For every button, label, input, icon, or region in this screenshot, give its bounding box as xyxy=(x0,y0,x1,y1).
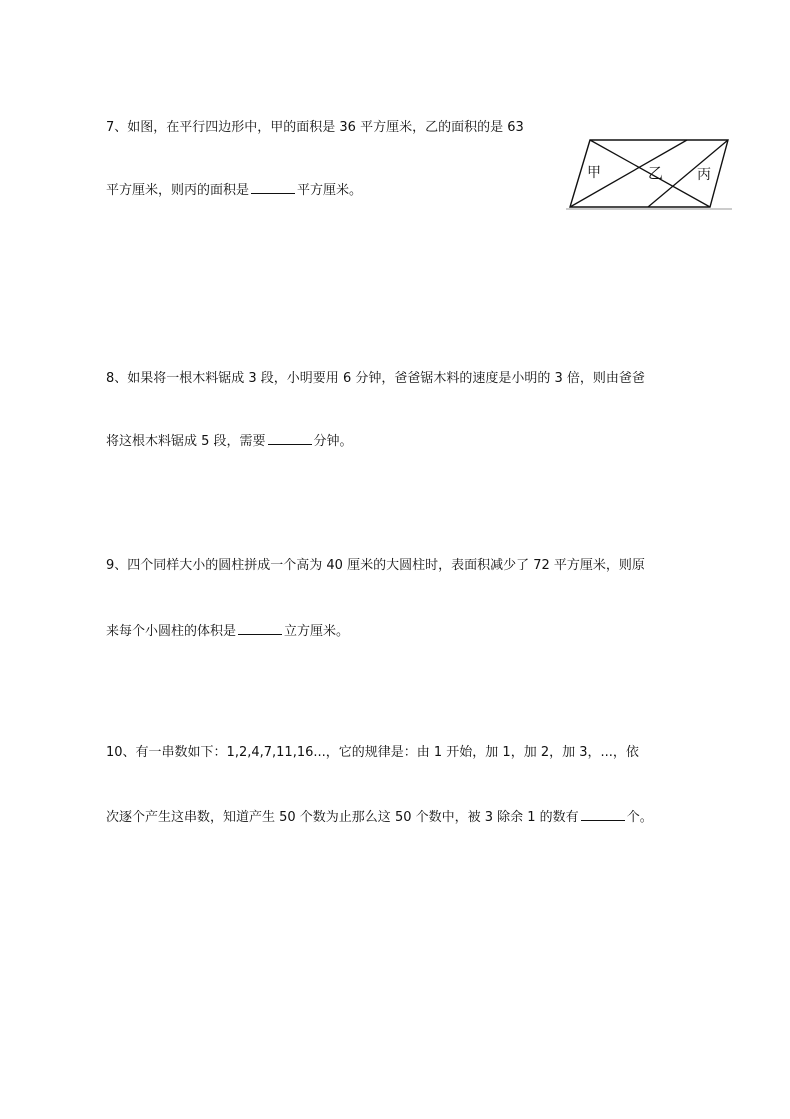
figure-label-bing: 丙 xyxy=(697,167,711,183)
question-7-text-2a: 平方厘米，则丙的面积是 xyxy=(106,183,250,198)
answer-blank-9[interactable] xyxy=(238,621,282,635)
question-10-line-1 xyxy=(106,744,639,762)
question-8-text-1: 8、如果将一根木料锯成 3 段，小明要用 6 分钟，爸爸锯木料的速度是小明的 3 倍，则由爸爸 xyxy=(106,371,645,386)
question-9-text-2b: 立方厘米。 xyxy=(284,624,350,639)
question-8-line-1 xyxy=(106,370,645,388)
question-10-text-2b: 个。 xyxy=(626,810,653,825)
question-7-text-1: 7、如图，在平行四边形中，甲的面积是 36 平方厘米，乙的面积的是 63 xyxy=(106,120,524,135)
question-8-text-2a: 将这根木料锯成 5 段，需要 xyxy=(106,434,266,449)
question-7-text-2b: 平方厘米。 xyxy=(297,183,363,198)
parallelogram-figure xyxy=(560,130,735,215)
question-8-text-2b: 分钟。 xyxy=(313,434,353,449)
question-10-line-2 xyxy=(106,807,653,827)
question-9-line-2 xyxy=(106,621,349,641)
figure-label-yi: 乙 xyxy=(648,164,664,182)
question-9-line-1 xyxy=(106,557,645,575)
question-7-line-2 xyxy=(106,180,362,200)
question-10-text-1: 10、有一串数如下：1,2,4,7,11,16...，它的规律是：由 1 开始，加 1，加 2，加 3，...，依 xyxy=(106,745,639,760)
answer-blank-10[interactable] xyxy=(581,807,625,821)
question-10-text-2a: 次逐个产生这串数，知道产生 50 个数为止那么这 50 个数中，被 3 除余 1 的数有 xyxy=(106,810,579,825)
figure-label-jia: 甲 xyxy=(587,165,601,181)
question-8-line-2 xyxy=(106,431,353,451)
answer-blank-8[interactable] xyxy=(268,431,312,445)
question-9-text-1: 9、四个同样大小的圆柱拼成一个高为 40 厘米的大圆柱时，表面积减少了 72 平方厘米，则原 xyxy=(106,558,645,573)
answer-blank-7[interactable] xyxy=(251,180,295,194)
question-7-line-1 xyxy=(106,119,524,137)
question-9-text-2a: 来每个小圆柱的体积是 xyxy=(106,624,237,639)
